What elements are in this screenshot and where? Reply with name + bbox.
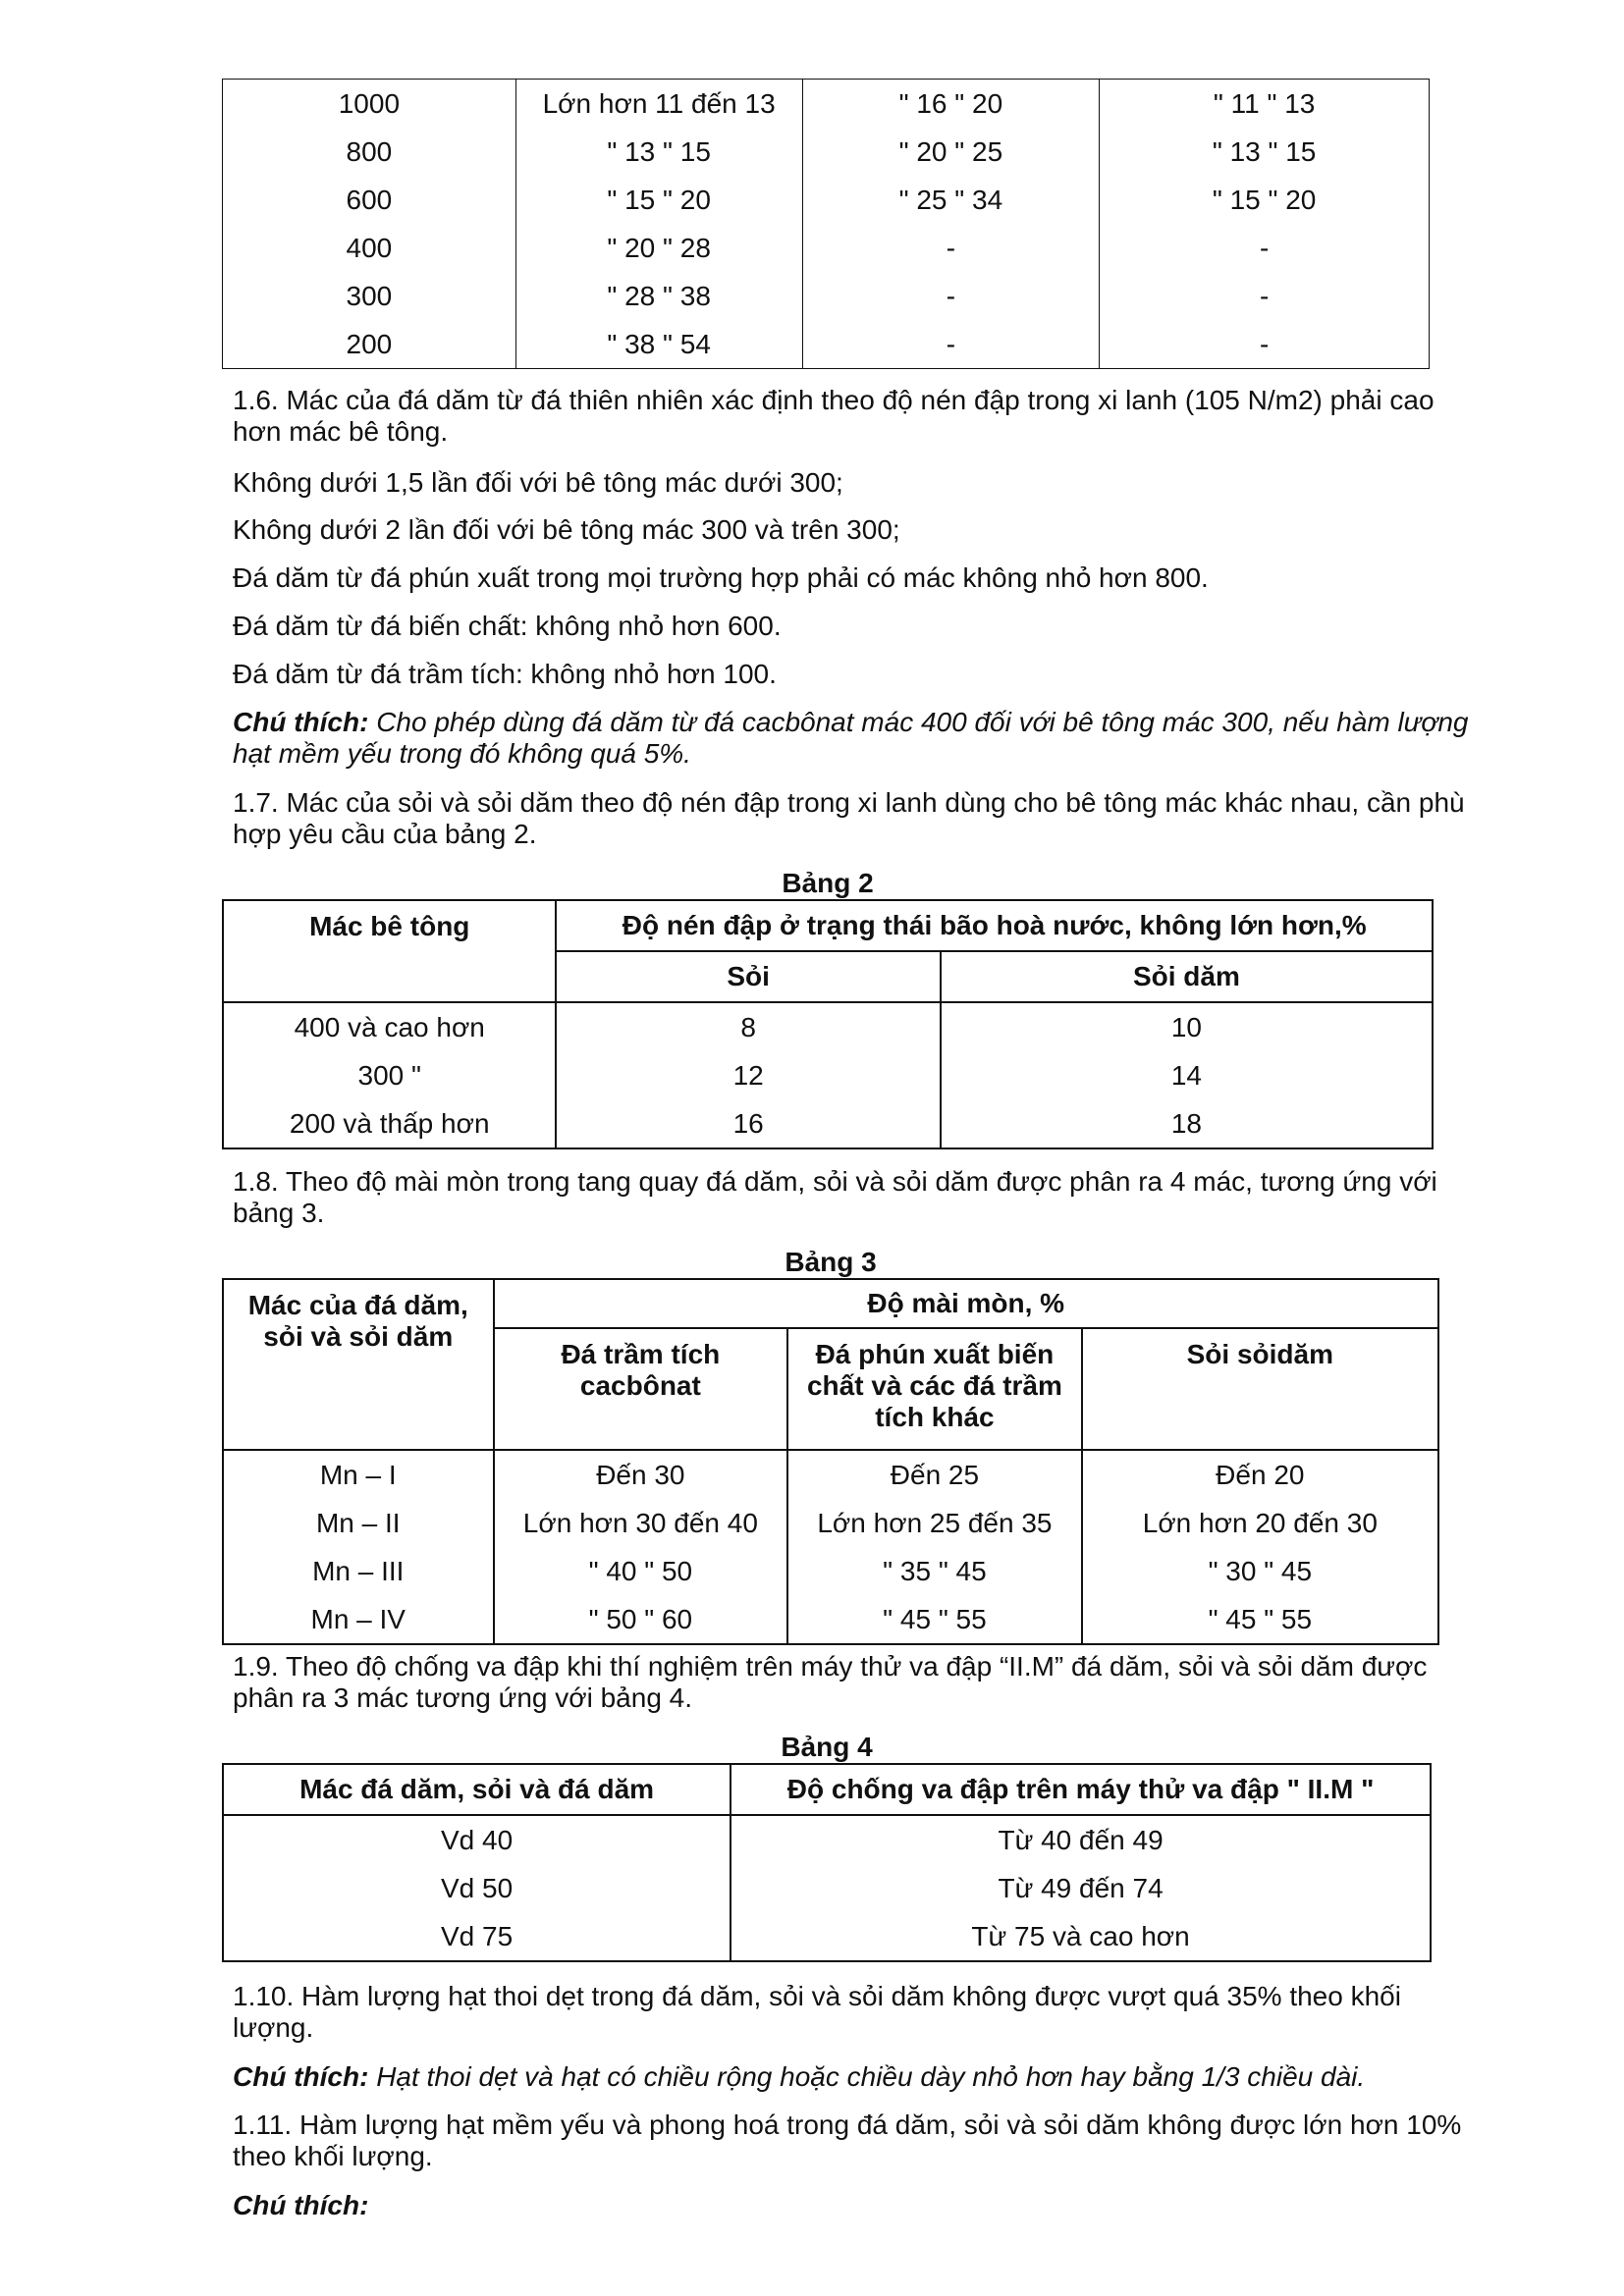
table-cell: Lớn hơn 25 đến 35 — [787, 1499, 1081, 1547]
table-cell: " 15 " 20 — [515, 176, 802, 224]
table-3 — [222, 1278, 1439, 1645]
note-2 — [233, 2061, 1480, 2093]
table-cell: " 40 " 50 — [494, 1547, 788, 1595]
note-1-label: Chú thích: — [233, 707, 369, 737]
table-cell: - — [802, 224, 1100, 272]
table-cell: 10 — [941, 1002, 1433, 1051]
paragraph-1-7: 1.7. Mác của sỏi và sỏi dăm theo độ nén đập trong xi lanh dùng cho bê tông mác khác nhau, cần phù hợp yêu cầu của bảng 2. — [233, 787, 1465, 849]
paragraph-1-11: 1.11. Hàm lượng hạt mềm yếu và phong hoá trong đá dăm, sỏi và sỏi dăm không được lớn hơn 10% theo khối lượng. — [233, 2109, 1462, 2171]
table-cell: 600 — [223, 176, 516, 224]
table-cell: 800 — [223, 128, 516, 176]
table-2-header-gravel: Sỏi — [556, 951, 940, 1002]
table-cell: - — [1100, 272, 1430, 320]
table-cell: 200 — [223, 320, 516, 369]
table-cell: 300 — [223, 272, 516, 320]
table-row — [223, 1595, 1438, 1644]
table-cell: " 15 " 20 — [1100, 176, 1430, 224]
table-3-header-igneous: Đá phún xuất biến chất và các đá trầm tích khác — [787, 1328, 1081, 1450]
table-row — [223, 1912, 1431, 1961]
table-cell: - — [1100, 224, 1430, 272]
note-2-label: Chú thích: — [233, 2061, 369, 2092]
table-3-header-grade: Mác của đá dăm, sỏi và sỏi dăm — [223, 1279, 494, 1450]
table-cell: " 28 " 38 — [515, 272, 802, 320]
table-cell: Từ 75 và cao hơn — [731, 1912, 1431, 1961]
table-cell: Vd 50 — [223, 1864, 731, 1912]
table-cell: " 20 " 25 — [802, 128, 1100, 176]
table-cell: Đến 30 — [494, 1450, 788, 1499]
table-cell: Lớn hơn 11 đến 13 — [515, 80, 802, 129]
table-2 — [222, 899, 1434, 1149]
table-cell: 16 — [556, 1099, 940, 1148]
table-row — [223, 1002, 1433, 1051]
table-2-header-grade: Mác bê tông — [223, 900, 556, 1002]
table-2-header-group: Độ nén đập ở trạng thái bão hoà nước, không lớn hơn,% — [556, 900, 1433, 951]
table-cell: 14 — [941, 1051, 1433, 1099]
table-row — [223, 1051, 1433, 1099]
table-cell: Vd 75 — [223, 1912, 731, 1961]
table-row — [223, 224, 1430, 272]
table-cell: " 38 " 54 — [515, 320, 802, 369]
table-cell: 300 " — [223, 1051, 556, 1099]
note-1-text: Cho phép dùng đá dăm từ đá cacbônat mác 400 đối với bê tông mác 300, nếu hàm lượng hạt mềm yếu trong đó không quá 5%. — [233, 707, 1469, 769]
note-3-label: Chú thích: — [233, 2190, 369, 2220]
table-row — [223, 1547, 1438, 1595]
table-row — [223, 272, 1430, 320]
table-4 — [222, 1763, 1432, 1962]
table-cell: Lớn hơn 20 đến 30 — [1082, 1499, 1438, 1547]
table-row — [223, 176, 1430, 224]
table-cell: 1000 — [223, 80, 516, 129]
paragraph-1-6-c: Đá dăm từ đá phún xuất trong mọi trường hợp phải có mác không nhỏ hơn 800. — [233, 562, 1209, 593]
table-cell: Từ 40 đến 49 — [731, 1815, 1431, 1864]
table-cell: - — [1100, 320, 1430, 369]
table-cell: Mn – II — [223, 1499, 494, 1547]
table-cell: " 13 " 15 — [515, 128, 802, 176]
table-cell: " 30 " 45 — [1082, 1547, 1438, 1595]
note-1 — [233, 707, 1480, 770]
table-3-header-group: Độ mài mòn, % — [494, 1279, 1439, 1328]
table-3-header-carbonate: Đá trầm tích cacbônat — [494, 1328, 788, 1450]
table-cell: " 16 " 20 — [802, 80, 1100, 129]
paragraph-1-6-a: Không dưới 1,5 lần đối với bê tông mác dưới 300; — [233, 467, 843, 498]
table-3-caption: Bảng 3 — [785, 1247, 877, 1277]
table-4-header-impact: Độ chống va đập trên máy thử va đập " II.M " — [731, 1764, 1431, 1815]
table-cell: 12 — [556, 1051, 940, 1099]
table-cell: - — [802, 320, 1100, 369]
note-3 — [233, 2190, 1480, 2221]
table-cell: 400 và cao hơn — [223, 1002, 556, 1051]
table-cell: Đến 25 — [787, 1450, 1081, 1499]
table-cell: Lớn hơn 30 đến 40 — [494, 1499, 788, 1547]
table-cell: " 45 " 55 — [1082, 1595, 1438, 1644]
table-cell: Mn – I — [223, 1450, 494, 1499]
table-row — [223, 1864, 1431, 1912]
table-1 — [222, 79, 1430, 369]
table-cell: " 13 " 15 — [1100, 128, 1430, 176]
table-cell: Vd 40 — [223, 1815, 731, 1864]
table-row — [223, 128, 1430, 176]
table-cell: Mn – IV — [223, 1595, 494, 1644]
paragraph-1-8: 1.8. Theo độ mài mòn trong tang quay đá dăm, sỏi và sỏi dăm được phân ra 4 mác, tương ứng với bảng 3. — [233, 1166, 1437, 1228]
table-cell: 400 — [223, 224, 516, 272]
paragraph-1-6: 1.6. Mác của đá dăm từ đá thiên nhiên xác định theo độ nén đập trong xi lanh (105 N/m2) phải cao hơn mác bê tông. — [233, 385, 1435, 447]
table-row — [223, 80, 1430, 129]
table-cell: Mn – III — [223, 1547, 494, 1595]
table-cell: " 35 " 45 — [787, 1547, 1081, 1595]
table-4-header-grade: Mác đá dăm, sỏi và đá dăm — [223, 1764, 731, 1815]
table-2-header-crushed-gravel: Sỏi dăm — [941, 951, 1433, 1002]
table-cell: " 11 " 13 — [1100, 80, 1430, 129]
table-cell: 8 — [556, 1002, 940, 1051]
table-3-header-gravel: Sỏi sỏidăm — [1082, 1328, 1438, 1450]
table-cell: " 50 " 60 — [494, 1595, 788, 1644]
table-row — [223, 1815, 1431, 1864]
paragraph-1-6-b: Không dưới 2 lần đối với bê tông mác 300 và trên 300; — [233, 514, 900, 545]
note-2-text: Hạt thoi dẹt và hạt có chiều rộng hoặc chiều dày nhỏ hơn hay bằng 1/3 chiều dài. — [368, 2061, 1366, 2092]
table-cell: - — [802, 272, 1100, 320]
table-row — [223, 1450, 1438, 1499]
paragraph-1-6-e: Đá dăm từ đá trầm tích: không nhỏ hơn 100. — [233, 659, 777, 689]
table-cell: Từ 49 đến 74 — [731, 1864, 1431, 1912]
table-cell: " 45 " 55 — [787, 1595, 1081, 1644]
paragraph-1-10: 1.10. Hàm lượng hạt thoi dẹt trong đá dăm, sỏi và sỏi dăm không được vượt quá 35% theo khối lượng. — [233, 1981, 1401, 2043]
table-cell: 18 — [941, 1099, 1433, 1148]
table-cell: 200 và thấp hơn — [223, 1099, 556, 1148]
table-row — [223, 1499, 1438, 1547]
table-2-caption: Bảng 2 — [782, 868, 874, 898]
table-cell: " 20 " 28 — [515, 224, 802, 272]
paragraph-1-9: 1.9. Theo độ chống va đập khi thí nghiệm trên máy thử va đập “II.M” đá dăm, sỏi và sỏi dăm được phân ra 3 mác tương ứng với bảng 4. — [233, 1651, 1428, 1713]
paragraph-1-6-d: Đá dăm từ đá biến chất: không nhỏ hơn 600. — [233, 611, 782, 641]
table-row — [223, 1099, 1433, 1148]
table-cell: " 25 " 34 — [802, 176, 1100, 224]
table-row — [223, 320, 1430, 369]
table-cell: Đến 20 — [1082, 1450, 1438, 1499]
table-4-caption: Bảng 4 — [781, 1732, 873, 1762]
